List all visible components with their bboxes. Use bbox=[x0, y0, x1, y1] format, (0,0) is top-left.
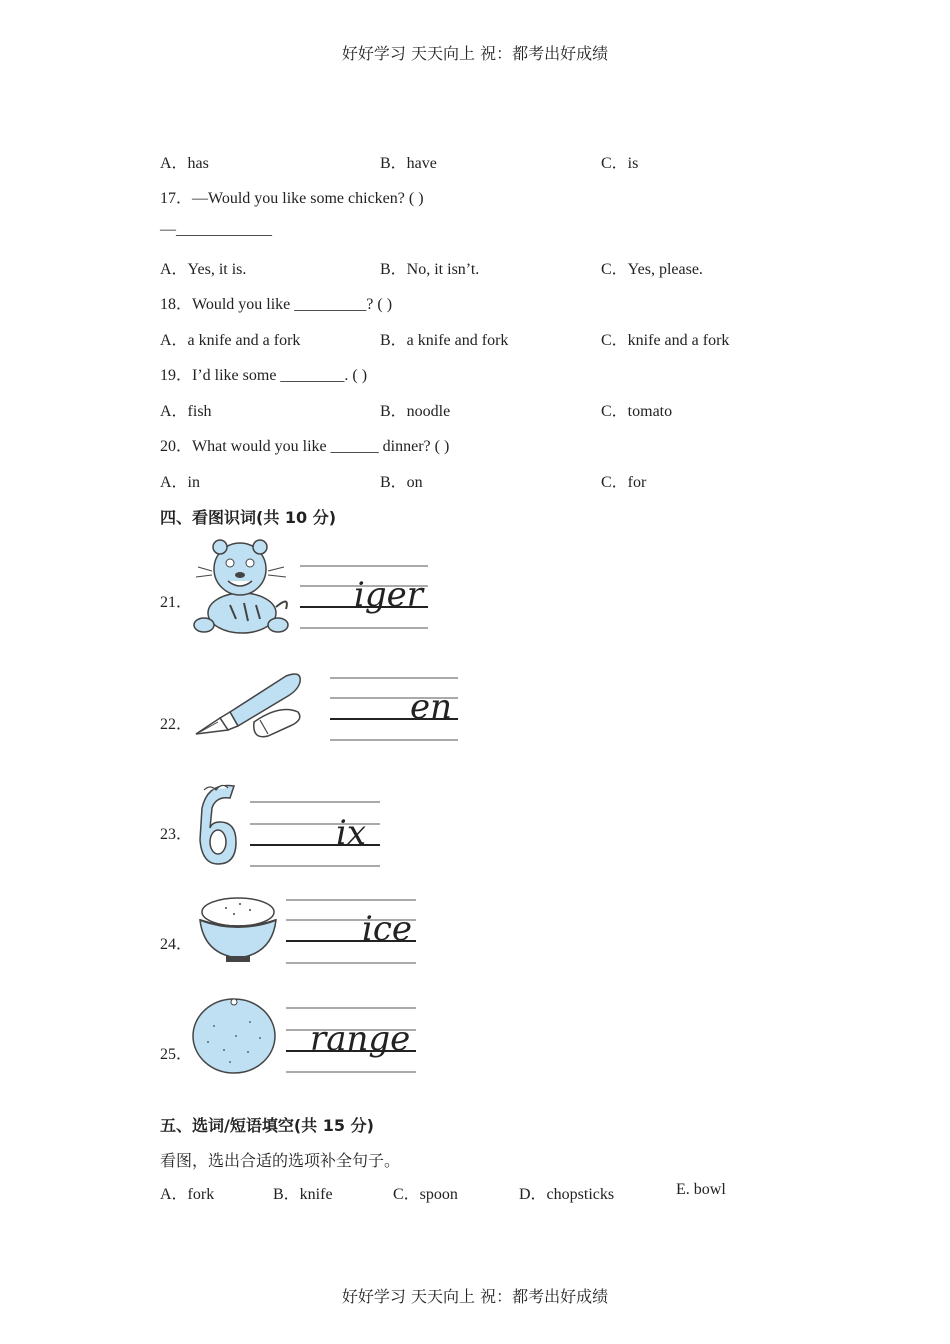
pen-icon bbox=[190, 668, 308, 740]
q17-option-a: A．Yes, it is. bbox=[160, 261, 247, 278]
q19-option-b: B．noodle bbox=[380, 403, 451, 420]
q18-option-a: A．a knife and a fork bbox=[160, 332, 301, 349]
item22-number: 22． bbox=[160, 716, 193, 733]
item23-writing-lines bbox=[248, 798, 382, 870]
q20-stem: 20．What would you like ______ dinner? ( ) bbox=[160, 438, 450, 455]
section5-option-b: B．knife bbox=[273, 1186, 333, 1203]
page-footer: 好好学习 天天向上 祝：都考出好成绩 bbox=[341, 1287, 609, 1306]
orange-icon bbox=[190, 996, 278, 1076]
item23-number: 23． bbox=[160, 826, 193, 843]
section5-option-c: C．spoon bbox=[393, 1186, 458, 1203]
q18-option-c: C．knife and a fork bbox=[601, 332, 730, 349]
item24-word: ice bbox=[362, 909, 413, 949]
tiger-icon bbox=[190, 535, 296, 637]
q19-option-a: A．fish bbox=[160, 403, 212, 420]
page-header: 好好学习 天天向上 祝：都考出好成绩 bbox=[341, 44, 609, 63]
q18-stem: 18．Would you like _________? ( ) bbox=[160, 296, 393, 313]
item23-word: ix bbox=[336, 813, 367, 853]
q20-option-a: A．in bbox=[160, 474, 201, 491]
item25-writing-lines bbox=[284, 1004, 418, 1078]
section5-option-d: D．chopsticks bbox=[519, 1186, 615, 1203]
q17-answer-line: —____________ bbox=[160, 221, 272, 238]
q16-option-c: C．is bbox=[601, 155, 639, 172]
q17-option-b: B．No, it isn’t. bbox=[380, 261, 480, 278]
item24-number: 24． bbox=[160, 936, 193, 953]
section4-title: 四、看图识词(共 10 分) bbox=[160, 508, 337, 527]
q16-option-a: A．has bbox=[160, 155, 209, 172]
section5-option-a: A．fork bbox=[160, 1186, 215, 1203]
item21-word: iger bbox=[354, 575, 424, 615]
q16-option-b: B．have bbox=[380, 155, 437, 172]
q20-option-c: C．for bbox=[601, 474, 647, 491]
section5-title: 五、选词/短语填空(共 15 分) bbox=[160, 1116, 374, 1135]
rice-bowl-icon bbox=[196, 892, 280, 966]
q18-option-b: B．a knife and fork bbox=[380, 332, 509, 349]
q20-option-b: B．on bbox=[380, 474, 423, 491]
number-six-icon bbox=[194, 780, 242, 868]
item21-number: 21． bbox=[160, 594, 193, 611]
section5-instruction: 看图，选出合适的选项补全句子。 bbox=[160, 1151, 401, 1170]
q19-option-c: C．tomato bbox=[601, 403, 673, 420]
item24-writing-lines bbox=[284, 896, 418, 968]
item25-number: 25． bbox=[160, 1046, 193, 1063]
q19-stem: 19．I’d like some ________. ( ) bbox=[160, 367, 368, 384]
item21-writing-lines bbox=[298, 562, 430, 634]
q17-option-c: C．Yes, please. bbox=[601, 261, 703, 278]
item22-word: en bbox=[410, 687, 453, 727]
q17-stem: 17．—Would you like some chicken? ( ) bbox=[160, 190, 424, 207]
item22-writing-lines bbox=[328, 674, 460, 746]
section5-option-e: E. bowl bbox=[676, 1181, 726, 1198]
item25-word: range bbox=[310, 1019, 411, 1059]
